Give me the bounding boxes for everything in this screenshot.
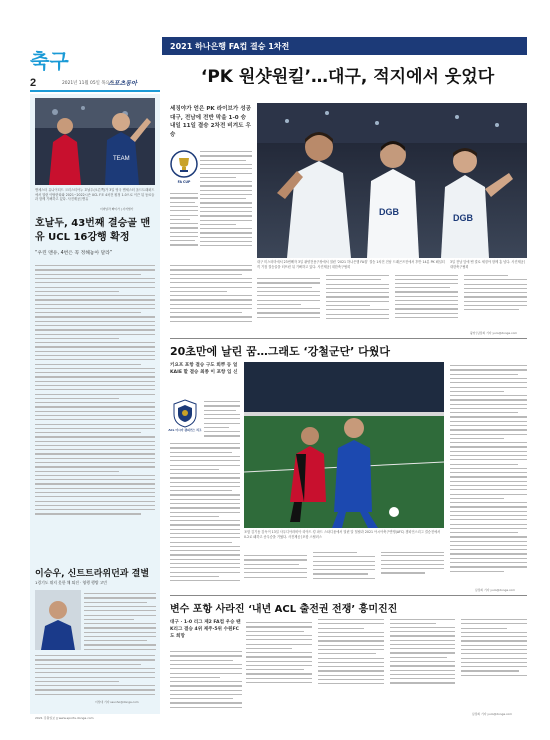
fa-cup-logo-label: FA CUP [177,180,191,184]
acl-logo [172,398,198,428]
sidebar-photo-credit: 이바닐라 빠이가 | 사커엘가 [100,207,134,211]
svg-text:TEAM: TEAM [113,156,130,162]
sidebar-photo-caption: 맨체스터 유나이티드 크리스티아누 호날두(오른쪽)가 3일 영국 맨체스터 올드트래퍼드에서 열린 아탈란타와 2021~2022시즌 UCL F조 4차전 원정 1-0으로 이끈 뒤 동료들과 함께 기뻐하고 있다. 사진제공│맨유 [35,188,155,202]
main-lead: 세징야가 얻은 PK 라이브가 성공 대구, 전남에 전반 막을 1-0 승 내일 11일 결승 2차전 비겨도 우승 [170,106,252,138]
acl-col1-body [204,398,240,438]
main-photo-caption-right: 3일 전남 앞에 벤 결로 세징야 함께 흩 넘다. 사진제공│대한축구협회 [450,260,526,269]
main-body-left [170,262,252,334]
page-number: 2 [30,77,37,89]
story1-title: 호날두, 43번째 결승골 맨유 UCL 16강행 확정 [35,218,151,243]
story2-byline: 이상대 기자 ssunho@donga.com [95,700,139,704]
kleague-headline: 변수 포항 사라진 ‘내년 ACL 출전권 전쟁’ 흥미진진 [170,604,398,615]
fa-cup-logo [170,150,198,178]
kleague-byline: 남장희 기자 yuro@donga.com [472,712,512,716]
date-line: 2021년 11월 05일 목요일 [62,81,114,86]
header-rule [30,90,160,92]
acl-photo [244,362,444,528]
main-body [257,275,527,333]
acl-body-bottom [244,552,444,592]
svg-text:DGB: DGB [379,207,399,217]
divider-2 [170,595,527,596]
footer-text: 2021 강원일보 ‖ www.sports.donga.com [35,716,94,720]
main-headline: ‘PK 원샷원킬’…대구, 적지에서 웃었다 [200,67,495,87]
brand-logo: 스포츠동아 [108,81,137,87]
story2-title: 이승우, 신트트라위던과 결별 [35,569,150,579]
sidebar-photo [35,98,155,185]
acl-logo-caption: ACL 아시아 챔피언스 리그 [168,428,202,432]
kleague-body [246,619,527,711]
story2-body [84,590,156,650]
main-byline: 광양│남장희 기자 yuro@donga.com [470,331,518,335]
main-col1-body-2 [170,190,198,258]
section-title: 축구 [30,51,69,73]
acl-col-right [450,362,527,587]
story1-sub: “우린 맨유, 4번은 꼭 정해놓아 달라” [35,251,113,256]
acl-lead: 키요프 포항 결승 구도 희뿌 등 얼 KAIE 할 결승 최종 이 포항 입 신 [170,363,238,375]
acl-col1-body-2 [170,440,240,592]
acl-byline: 남장희 기자 yuro@donga.com [475,588,515,592]
story2-sub: 1경기도 뛰지 못한 채 퇴진 · 영행 행방 고민 [35,580,107,585]
banner-title: 2021 하나은행 FA컵 결승 1차전 [170,42,290,51]
story2-body-2 [35,652,155,696]
acl-photo-caption: 포항 김기동 감독이 13일 사우디아라비아 리야드 킹 파드 스타디움에서 열린 알 힐랄과 2021 아시아축구연맹(AFC) 챔피언스리그 결승전에서 0-2로 패하고 준우승을 거뒀다. 사진제공│포항 스틸러스 [244,530,441,539]
main-photo [257,103,527,258]
svg-text:DGB: DGB [453,213,473,223]
story1-body [35,262,155,558]
kleague-lead: 대구 · 1-0 리그 제2 FA컵 우승 땐 K리그 결승 4위 제주·5위 수원FC도 희망 [170,620,241,639]
acl-headline: 20초만에 날린 꿈…그래도 ‘강철군단’ 다웠다 [170,345,390,358]
kleague-col1-body [170,648,242,712]
main-col1-body [200,148,252,258]
story2-photo [35,590,81,650]
divider-1 [170,338,527,339]
main-photo-caption-left: 대구 미스터미에서 23번째자 3일 광양전용구장에서 열린 ‘2021 하나은행 FA컵’ 결승 1차전 전남 드래곤즈전에서 후반 14분 PK 페널티킥 기점 결승골을 터뜨린 뒤 기뻐하고 있다. 사진제공│대한축구협회 [257,260,445,269]
